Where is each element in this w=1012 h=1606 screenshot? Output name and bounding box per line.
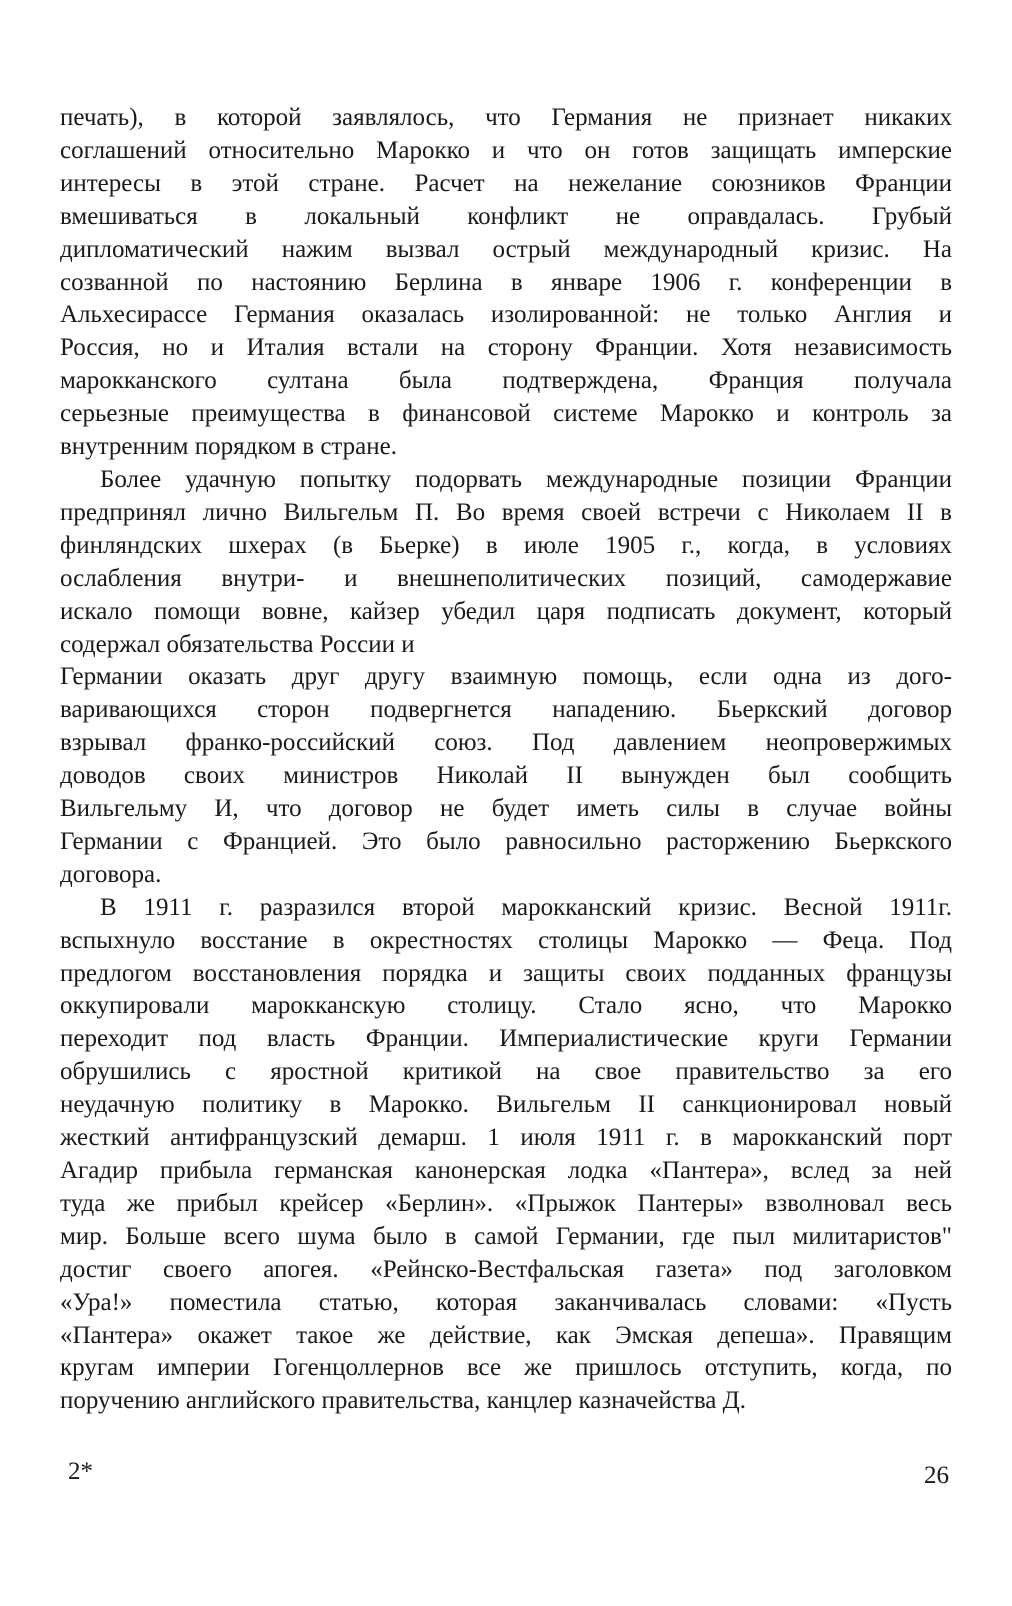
- text-line: серьезные преимущества в финансовой системе Марокко и контроль за: [60, 400, 952, 428]
- text-line: обрушились с яростной критикой на свое правительство за его: [60, 1058, 952, 1086]
- text-line: вспыхнуло восстание в окрестностях столицы Марокко — Феца. Под: [60, 926, 952, 954]
- text-line: созванной по настоянию Берлина в январе 1906 г. конференции в: [60, 268, 952, 296]
- page-body: [60, 102, 952, 1418]
- page-number: 26: [924, 1462, 949, 1489]
- text-line: «Ура!» поместила статью, которая заканчивалась словами: «Пусть: [60, 1288, 952, 1316]
- text-line: взрывал франко-российский союз. Под давлением неопровержимых: [60, 729, 952, 757]
- text-line: Агадир прибыла германская канонерская лодка «Пантера», вслед за ней: [60, 1157, 952, 1184]
- text-line: дипломатический нажим вызвал острый международный кризис. На: [60, 235, 952, 263]
- text-line: В 1911 г. разразился второй марокканский кризис. Весной 1911г.: [100, 893, 952, 921]
- text-line: ослабления внутри- и внешнеполитических позиций, самодержавие: [60, 564, 952, 592]
- signature-mark: 2*: [68, 1458, 93, 1485]
- text-line: варивающихся сторон подвергнется нападению. Бьеркский договор: [60, 696, 952, 724]
- text-line: финляндских шхерах (в Бьерке) в июле 1905 г., когда, в условиях: [60, 531, 952, 559]
- text-line: интересы в этой стране. Расчет на нежелание союзников Франции: [60, 169, 952, 197]
- text-line: туда же прибыл крейсер «Берлин». «Прыжок Пантеры» взволновал весь: [60, 1189, 952, 1217]
- text-line: Германии оказать друг другу взаимную помощь, если одна из дого-: [60, 663, 952, 691]
- text-line: Альхесирассе Германия оказалась изолированной: не только Англия и: [60, 301, 952, 329]
- text-line: содержал обязательства России и: [60, 630, 415, 658]
- text-line: кругам империи Гогенцоллернов все же пришлось отступить, когда, по: [60, 1354, 952, 1382]
- text-line: искало помощи вовне, кайзер убедил царя подписать документ, который: [60, 597, 952, 625]
- text-line: марокканского султана была подтверждена, Франция получала: [60, 367, 952, 395]
- text-line: печать), в которой заявлялось, что Германия не признает никаких: [60, 104, 952, 131]
- text-line: доводов своих министров Николай II вынужден был сообщить: [60, 762, 952, 790]
- text-line: Более удачную попытку подорвать международные позиции Франции: [100, 465, 952, 493]
- paragraph: [60, 892, 952, 1419]
- text-line: внутренним порядком в стране.: [60, 433, 397, 461]
- text-line: переходит под власть Франции. Империалистические круги Германии: [60, 1025, 952, 1053]
- paragraph: [60, 661, 952, 891]
- paragraph: [60, 464, 952, 661]
- text-line: оккупировали марокканскую столицу. Стало ясно, что Марокко: [60, 992, 952, 1020]
- text-line: соглашений относительно Марокко и что он готов защищать имперские: [60, 136, 952, 164]
- text-line: поручению английского правительства, канцлер казначейства Д.: [60, 1387, 746, 1415]
- text-line: Германии с Францией. Это было равносильно расторжению Бьеркского: [60, 827, 952, 855]
- text-line: договора.: [60, 860, 162, 888]
- text-line: неудачную политику в Марокко. Вильгельм II санкционировал новый: [60, 1091, 952, 1119]
- paragraph: [60, 102, 952, 464]
- text-line: достиг своего апогея. «Рейнско-Вестфальская газета» под заголовком: [60, 1255, 952, 1283]
- text-line: Вильгельму И, что договор не будет иметь силы в случае войны: [60, 795, 952, 823]
- text-line: мир. Больше всего шума было в самой Германии, где пыл милитаристов": [60, 1222, 952, 1250]
- text-line: жесткий антифранцузский демарш. 1 июля 1911 г. в марокканский порт: [60, 1124, 952, 1152]
- text-line: предпринял лично Вильгельм П. Во время своей встречи с Николаем II в: [60, 498, 952, 526]
- text-line: «Пантера» окажет такое же действие, как Эмская депеша». Правящим: [60, 1321, 952, 1349]
- text-line: Россия, но и Италия встали на сторону Франции. Хотя независимость: [60, 334, 952, 362]
- text-line: предлогом восстановления порядка и защиты своих подданных французы: [60, 959, 952, 987]
- text-line: вмешиваться в локальный конфликт не оправдалась. Грубый: [60, 202, 952, 230]
